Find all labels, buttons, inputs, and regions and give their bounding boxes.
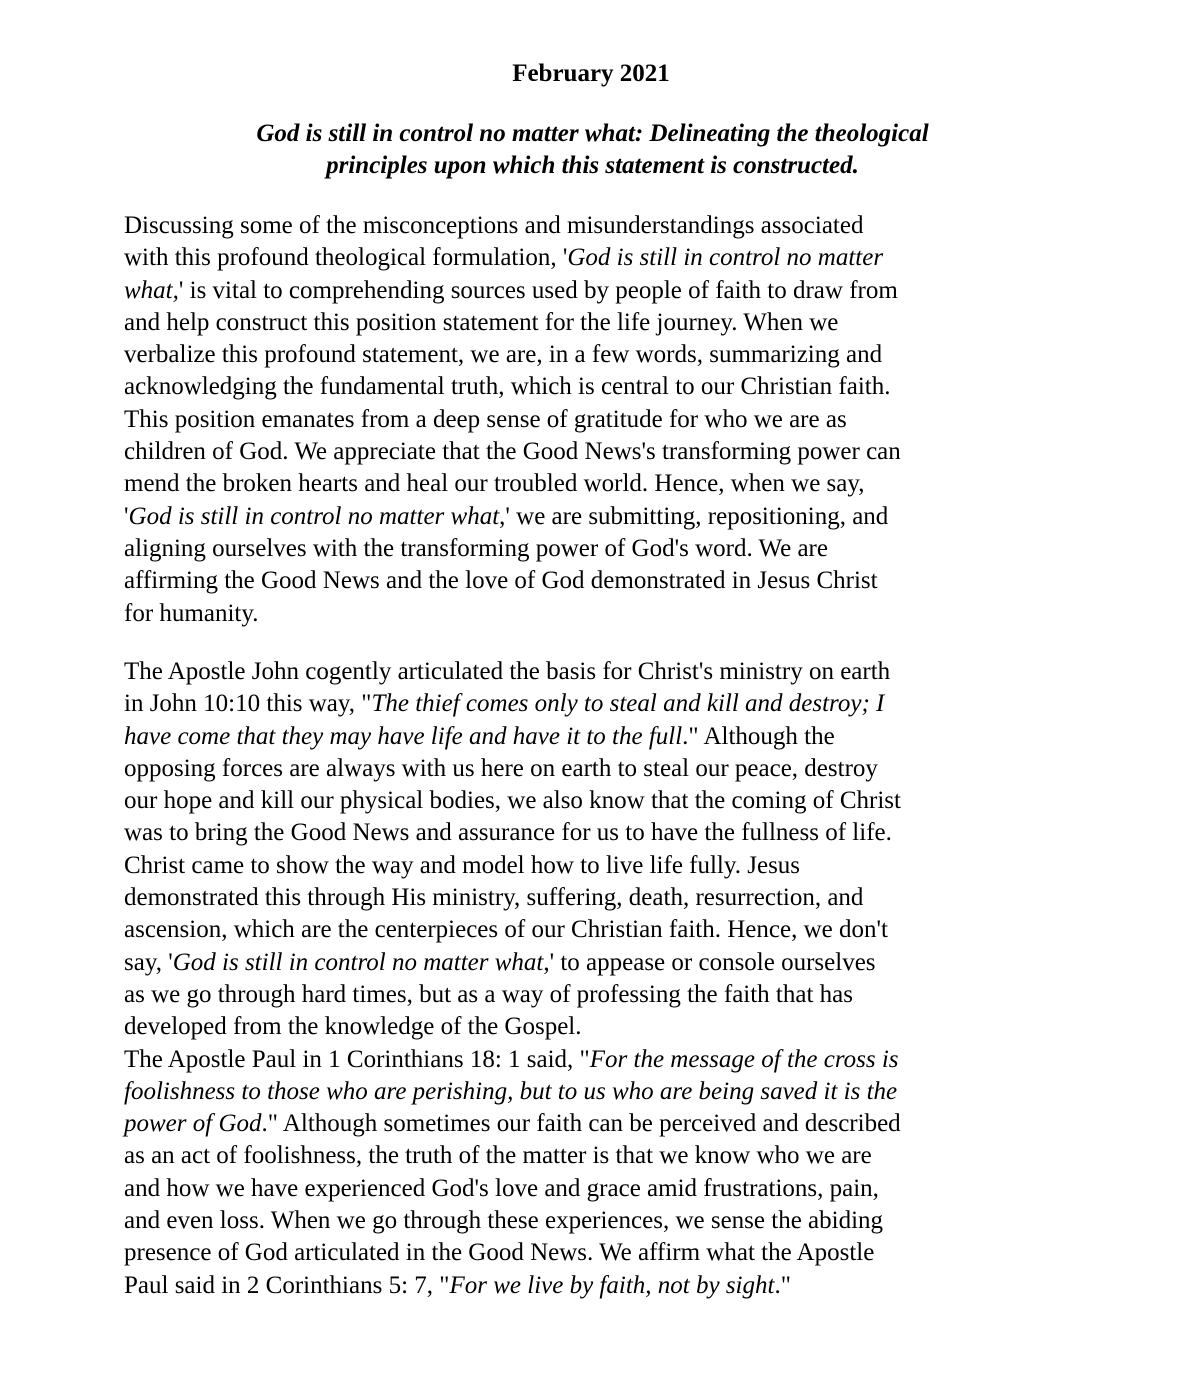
text-run: demonstrated this through His ministry, suffering, death, resurrection, and bbox=[124, 884, 864, 912]
document-date: February 2021 bbox=[512, 60, 670, 87]
text-line bbox=[124, 1173, 1024, 1205]
text-run: ascension, which are the centerpieces of our Christian faith. Hence, we don't bbox=[124, 916, 888, 944]
text-run: ." Although the bbox=[682, 722, 835, 750]
italic-run: For the message of the cross is bbox=[589, 1045, 899, 1073]
italic-run: have come that they may have life and have it to the full bbox=[124, 722, 683, 750]
text-line bbox=[124, 598, 1024, 630]
paragraph-2 bbox=[124, 656, 1024, 1302]
text-line bbox=[124, 688, 1024, 720]
text-run: ' is vital to comprehending sources used by people of faith to draw from bbox=[178, 276, 898, 304]
text-run: with this profound theological formulation, ' bbox=[124, 244, 568, 272]
text-line bbox=[124, 565, 1024, 597]
text-run: for humanity. bbox=[124, 599, 259, 627]
text-run: aligning ourselves with the transforming power of God's word. We are bbox=[124, 534, 828, 562]
text-run: ' bbox=[124, 502, 129, 530]
text-run: Christ came to show the way and model how to live life fully. Jesus bbox=[124, 851, 801, 879]
text-line bbox=[124, 721, 1024, 753]
text-line bbox=[124, 404, 1024, 436]
text-line bbox=[124, 753, 1024, 785]
document-title bbox=[205, 118, 980, 182]
text-run: was to bring the Good News and assurance for us to have the fullness of life. bbox=[124, 819, 892, 847]
italic-run: what, bbox=[124, 276, 179, 304]
italic-run: God is still in control no matter what bbox=[172, 948, 544, 976]
text-line bbox=[124, 947, 1024, 979]
text-line bbox=[124, 1237, 1024, 1269]
text-run: and help construct this position statement for the life journey. When we bbox=[124, 308, 839, 336]
text-line bbox=[124, 817, 1024, 849]
text-line bbox=[124, 210, 1024, 242]
text-line bbox=[124, 1205, 1024, 1237]
text-line bbox=[124, 436, 1024, 468]
text-line bbox=[124, 339, 1024, 371]
text-line bbox=[124, 307, 1024, 339]
text-line bbox=[124, 275, 1024, 307]
text-run: This position emanates from a deep sense of gratitude for who we are as bbox=[124, 405, 847, 433]
text-line bbox=[124, 533, 1024, 565]
text-run: developed from the knowledge of the Gospel. bbox=[124, 1013, 582, 1041]
text-run: mend the broken hearts and heal our troubled world. Hence, when we say, bbox=[124, 470, 865, 498]
text-line bbox=[124, 656, 1024, 688]
text-run: in John 10:10 this way, " bbox=[124, 690, 372, 718]
italic-run: power of God bbox=[124, 1110, 262, 1138]
text-line bbox=[124, 371, 1024, 403]
italic-run: God is still in control no matter bbox=[567, 244, 884, 272]
title-line: principles upon which this statement is constructed. bbox=[326, 152, 859, 179]
text-run: ,' we are submitting, repositioning, and bbox=[499, 502, 889, 530]
text-run: say, ' bbox=[124, 948, 173, 976]
text-run: affirming the Good News and the love of God demonstrated in Jesus Christ bbox=[124, 567, 878, 595]
text-line bbox=[124, 1140, 1024, 1172]
text-line bbox=[124, 1011, 1024, 1043]
text-run: ." bbox=[774, 1271, 791, 1299]
text-run: and how we have experienced God's love and grace amid frustrations, pain, bbox=[124, 1174, 879, 1202]
text-line bbox=[124, 468, 1024, 500]
text-run: presence of God articulated in the Good News. We affirm what the Apostle bbox=[124, 1239, 875, 1267]
text-line bbox=[124, 1108, 1024, 1140]
text-run: opposing forces are always with us here on earth to steal our peace, destroy bbox=[124, 754, 878, 782]
text-run: ." Although sometimes our faith can be perceived and described bbox=[261, 1110, 901, 1138]
text-run: children of God. We appreciate that the Good News's transforming power can bbox=[124, 438, 901, 466]
title-line: God is still in control no matter what: Delineating the theological bbox=[256, 120, 929, 147]
italic-run: The thief comes only to steal and kill and destroy; I bbox=[371, 690, 885, 718]
text-line bbox=[124, 882, 1024, 914]
text-line bbox=[124, 1044, 1024, 1076]
text-line bbox=[124, 242, 1024, 274]
text-line bbox=[124, 914, 1024, 946]
text-run: The Apostle John cogently articulated the basis for Christ's ministry on earth bbox=[124, 658, 891, 685]
text-run: Paul said in 2 Corinthians 5: 7, " bbox=[124, 1271, 450, 1299]
text-run: The Apostle Paul in 1 Corinthians 18: 1 said, " bbox=[124, 1045, 590, 1073]
italic-run: For we live by faith, not by sight bbox=[449, 1271, 775, 1299]
text-run: ,' to appease or console ourselves bbox=[543, 948, 876, 976]
text-run: as an act of foolishness, the truth of the matter is that we know who we are bbox=[124, 1142, 872, 1170]
text-line bbox=[124, 979, 1024, 1011]
text-run: acknowledging the fundamental truth, which is central to our Christian faith. bbox=[124, 373, 891, 401]
text-run: Discussing some of the misconceptions and misunderstandings associated bbox=[124, 212, 864, 239]
italic-run: God is still in control no matter what bbox=[128, 502, 500, 530]
text-line bbox=[124, 850, 1024, 882]
text-line bbox=[124, 1076, 1024, 1108]
text-line bbox=[124, 501, 1024, 533]
italic-run: foolishness to those who are perishing, but to us who are being saved it is the bbox=[124, 1077, 898, 1105]
text-line bbox=[124, 1270, 1024, 1302]
text-line bbox=[124, 785, 1024, 817]
paragraph-1 bbox=[124, 210, 1024, 630]
text-run: and even loss. When we go through these experiences, we sense the abiding bbox=[124, 1207, 884, 1235]
text-run: verbalize this profound statement, we are, in a few words, summarizing and bbox=[124, 341, 883, 369]
text-run: our hope and kill our physical bodies, we also know that the coming of Christ bbox=[124, 787, 901, 815]
text-run: as we go through hard times, but as a way of professing the faith that has bbox=[124, 980, 853, 1008]
